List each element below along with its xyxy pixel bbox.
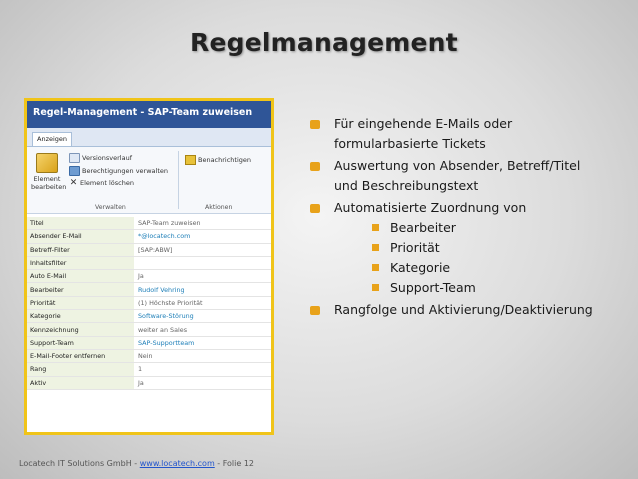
delete-item-button[interactable]: [69, 179, 134, 187]
table-row: [27, 363, 271, 376]
bell-icon: [185, 155, 196, 165]
field-key: Betreff-Filter: [27, 243, 135, 256]
field-value: (1) Höchste Priorität: [135, 296, 272, 309]
field-value[interactable]: SAP-Supportteam: [135, 336, 272, 349]
bullet-text: formularbasierte Tickets: [334, 136, 486, 151]
table-row: [27, 310, 271, 323]
manage-permissions-label: Berechtigungen verwalten: [82, 167, 169, 175]
field-value: Nein: [135, 349, 272, 362]
edit-icon: [36, 153, 58, 173]
table-row: [27, 349, 271, 362]
bullet-text: Rangfolge und Aktivierung/Deaktivierung: [334, 302, 593, 317]
field-key: Kategorie: [27, 310, 135, 323]
bullet-list: [308, 114, 628, 322]
field-value: SAP-Team zuweisen: [135, 217, 272, 230]
field-value[interactable]: Software-Störung: [135, 310, 272, 323]
field-key: Bearbeiter: [27, 283, 135, 296]
delete-icon: ✕: [69, 178, 78, 188]
field-value: weiter an Sales: [135, 323, 272, 336]
bullet-item: [308, 156, 628, 196]
ribbon: [27, 147, 271, 214]
bullet-item: [308, 300, 628, 320]
edit-label-2: bearbeiten: [31, 183, 67, 191]
bullet-item: [308, 198, 628, 218]
sub-bullet-item: Support-Team: [308, 278, 628, 298]
document-icon: [69, 153, 80, 163]
table-row: [27, 217, 271, 230]
bullet-text: und Beschreibungstext: [334, 178, 479, 193]
field-value[interactable]: Rudolf Vehring: [135, 283, 272, 296]
slide-title: Regelmanagement: [190, 28, 458, 57]
table-row: [27, 283, 271, 296]
group-label-actions: Aktionen: [205, 204, 233, 211]
sub-bullet-item: Kategorie: [308, 258, 628, 278]
edit-item-button[interactable]: [31, 153, 67, 191]
bullet-text: Automatisierte Zuordnung von: [334, 200, 527, 215]
bullet-text: Auswertung von Absender, Betreff/Titel: [334, 158, 581, 173]
footer-link[interactable]: www.locatech.com: [139, 459, 215, 468]
table-row: [27, 243, 271, 256]
table-row: [27, 230, 271, 243]
notify-button[interactable]: [185, 155, 251, 165]
notify-label: Benachrichtigen: [198, 156, 252, 164]
window-title: Regel-Management - SAP-Team zuweisen: [27, 101, 271, 128]
delete-item-label: Element löschen: [80, 179, 134, 187]
field-key: Absender E-Mail: [27, 230, 135, 243]
field-value[interactable]: *@locatech.com: [135, 230, 272, 243]
bullet-text: Für eingehende E-Mails oder: [334, 116, 513, 131]
field-key: Rang: [27, 363, 135, 376]
table-row: [27, 336, 271, 349]
properties-table: [27, 217, 271, 390]
table-row: [27, 376, 271, 389]
field-value: Ja: [135, 376, 272, 389]
field-key: Support-Team: [27, 336, 135, 349]
version-history-button[interactable]: [69, 153, 132, 163]
tab-anzeigen[interactable]: Anzeigen: [32, 132, 72, 146]
field-key: Aktiv: [27, 376, 135, 389]
sharepoint-screenshot: [24, 98, 274, 435]
version-history-label: Versionsverlauf: [82, 154, 133, 162]
field-value: [135, 256, 272, 269]
edit-label-1: Element: [33, 175, 61, 183]
ribbon-tab-bar: [27, 128, 271, 147]
field-value: 1: [135, 363, 272, 376]
footer-prefix: Locatech IT Solutions GmbH -: [19, 459, 140, 468]
field-key: Kennzeichnung: [27, 323, 135, 336]
field-key: Inhaltsfilter: [27, 256, 135, 269]
field-value: Ja: [135, 270, 272, 283]
slide-footer: [19, 459, 254, 468]
group-label-manage: Verwalten: [95, 204, 126, 211]
bullet-item: [308, 114, 628, 154]
ribbon-group-separator: [178, 151, 179, 209]
table-row: [27, 256, 271, 269]
field-value: [SAP:ABW]: [135, 243, 272, 256]
table-row: [27, 270, 271, 283]
field-key: Auto E-Mail: [27, 270, 135, 283]
sub-bullet-item: Priorität: [308, 238, 628, 258]
manage-permissions-button[interactable]: [69, 166, 168, 176]
table-row: [27, 323, 271, 336]
sub-bullet-item: Bearbeiter: [308, 218, 628, 238]
table-row: [27, 296, 271, 309]
footer-suffix: - Folie 12: [214, 459, 255, 468]
field-key: E-Mail-Footer entfernen: [27, 349, 135, 362]
permissions-icon: [69, 166, 80, 176]
field-key: Titel: [27, 217, 135, 230]
field-key: Priorität: [27, 296, 135, 309]
